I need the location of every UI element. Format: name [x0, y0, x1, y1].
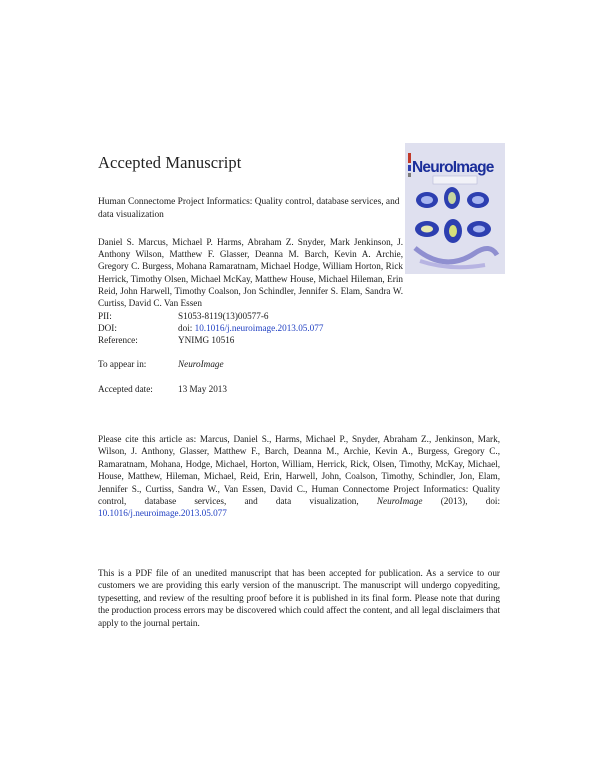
article-title: Human Connectome Project Informatics: Quality control, database services, and data visualization: [98, 197, 400, 220]
accepted-value: 13 May 2013: [178, 384, 227, 394]
manuscript-notice: This is a PDF file of an unedited manuscript that has been accepted for publication. As a service to our customers we are providing this early version of the manuscript. The manuscript will undergo copyediting, typesetting, and review of the resulting proof before it is published in its final form. Please note that during the production process errors may be discovered which could affect the content, and all legal disclaimers that apply to the journal pertain.: [98, 568, 500, 628]
accepted-label: Accepted date:: [98, 384, 153, 394]
reference-label: Reference:: [98, 335, 138, 345]
doi-prefix: doi:: [178, 323, 193, 333]
doi-label: DOI:: [98, 323, 117, 333]
pii-value: S1053-8119(13)00577-6: [178, 311, 269, 321]
citation-text: Please cite this article as: Marcus, Daniel S., Harms, Michael P., Snyder, Abraham Z., Jenkinson, Mark, Wilson, J. Anthony, Glasser, Matthew F., Barch, Deanna M., Archie, Kevin A., Burgess, Gregory C., Ramaratnam, Mohana, Hodge, Michael, Horton, William, Herrick, Rick, Olsen, Timothy, McKay, Michael, House, Matthew, Hileman, Michael, Reid, Erin, Harwell, John, Coalson, Timothy, Schindler, Jon, Elam, Jennifer S., Curtiss, Sandra W., Van Essen, David C., Human Connectome Project Informatics: Quality control, database services, and data visualization,: [98, 434, 500, 507]
citation-year: (2013),: [440, 496, 468, 507]
appear-value: NeuroImage: [178, 359, 224, 369]
doi-value-wrapper: [178, 322, 323, 334]
author-list: Daniel S. Marcus, Michael P. Harms, Abraham Z. Snyder, Mark Jenkinson, J. Anthony Wilson, Matthew F. Glasser, Deanna M. Barch, Kevin A. Archie, Gregory C. Burgess, Mohana Ramaratnam, Michael Hodge, William Horton, Rick Herrick, Timothy Olsen, Michael McKay, Matthew House, Michael Hileman, Erin Reid, John Harwell, Timothy Coalson, Jon Schindler, Jennifer S. Elam, Sandra W. Curtiss, David C. Van Essen: [98, 237, 403, 309]
reference-value: YNIMG 10516: [178, 335, 235, 345]
journal-cover: [405, 143, 505, 274]
pii-label: PII:: [98, 311, 112, 321]
citation-doi-prefix: doi:: [485, 496, 501, 507]
page-heading: Accepted Manuscript: [98, 153, 242, 172]
citation-doi-link[interactable]: 10.1016/j.neuroimage.2013.05.077: [98, 508, 227, 519]
citation-paragraph: [98, 433, 500, 520]
cover-journal-title: NeuroImage: [412, 159, 494, 176]
citation-journal: NeuroImage: [376, 496, 423, 507]
appear-label: To appear in:: [98, 359, 147, 369]
doi-link[interactable]: 10.1016/j.neuroimage.2013.05.077: [194, 323, 324, 333]
